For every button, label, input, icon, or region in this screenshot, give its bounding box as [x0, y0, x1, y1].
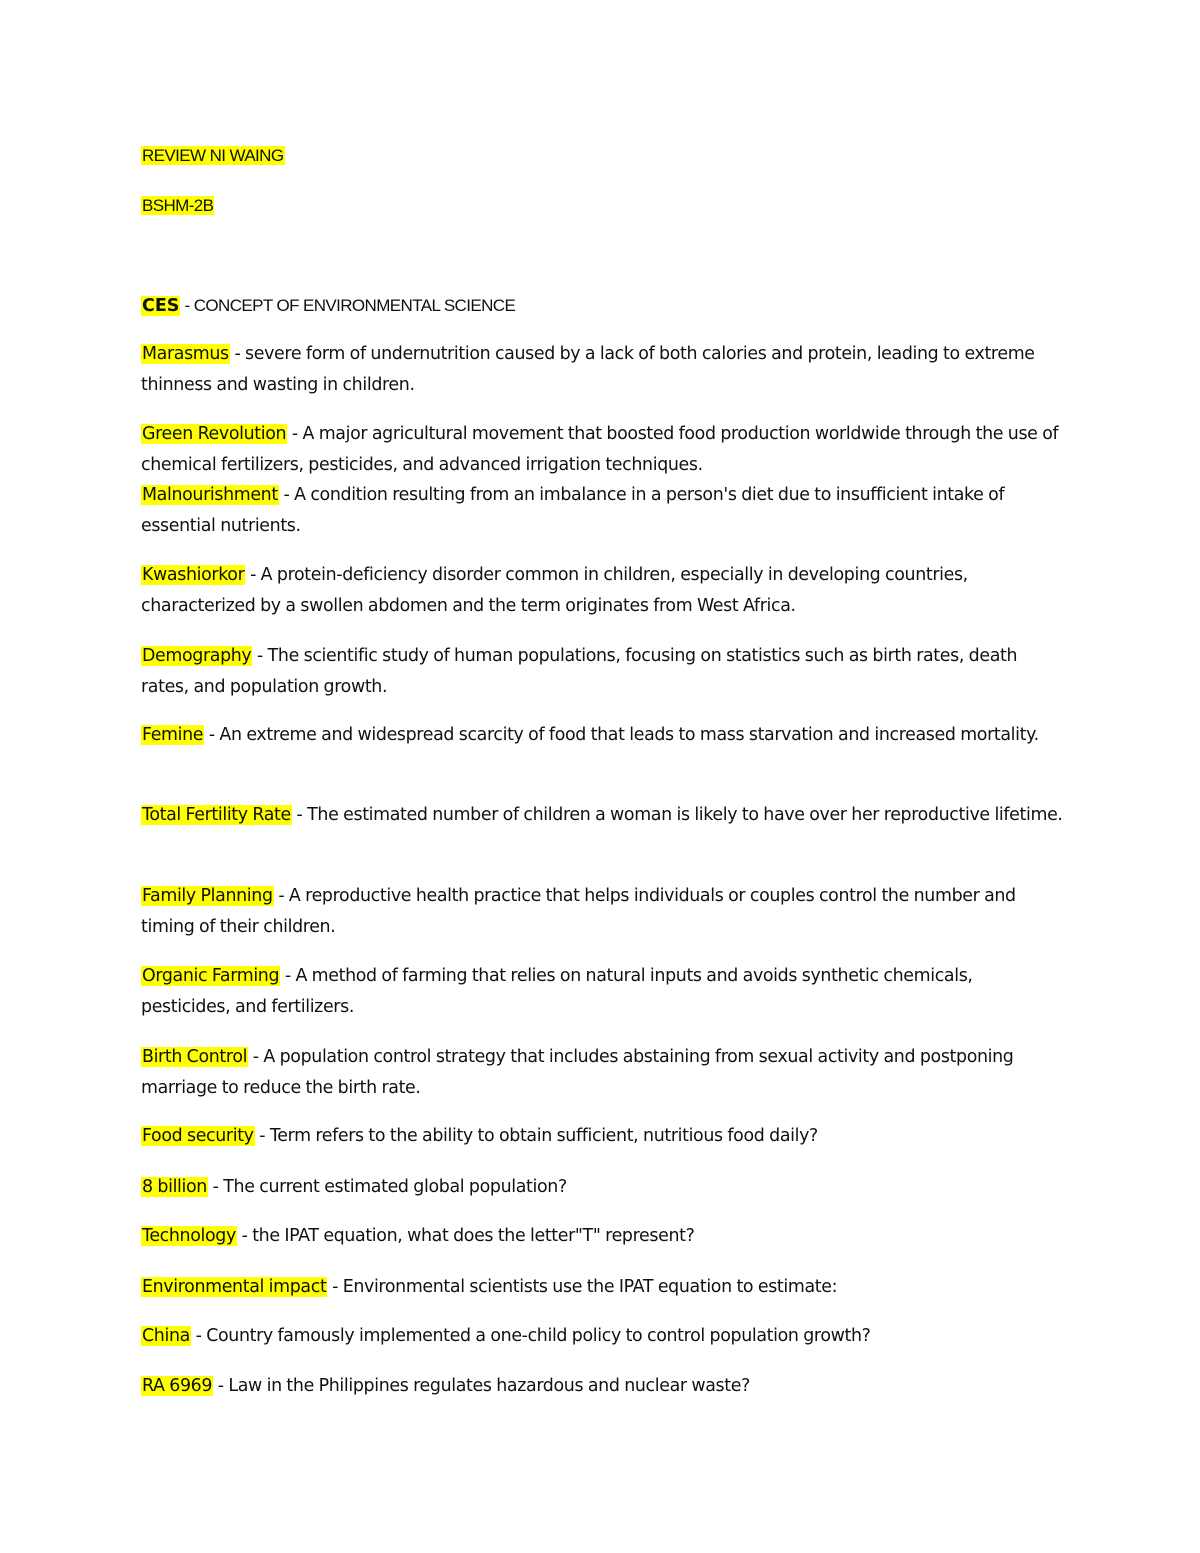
glossary-term: Femine	[142, 725, 204, 745]
glossary-definition: - Law in the Philippines regulates hazardous and nuclear waste?	[213, 1376, 750, 1396]
glossary-definition: - Environmental scientists use the IPAT equation to estimate:	[327, 1277, 838, 1297]
glossary-term: Birth Control	[142, 1047, 248, 1067]
glossary-definition: - A method of farming that relies on natural inputs and avoids synthetic chemicals, pesticides, and fertilizers.	[141, 966, 973, 1017]
glossary-entry	[141, 560, 1066, 622]
glossary-term: Food security	[142, 1126, 254, 1146]
glossary-definition: - A population control strategy that includes abstaining from sexual activity and postponing marriage to reduce the birth rate.	[141, 1047, 1014, 1098]
glossary-entry	[141, 339, 1066, 401]
glossary-term: Organic Farming	[142, 966, 280, 986]
glossary-entry	[141, 1042, 1066, 1104]
glossary-term: Environmental impact	[142, 1277, 327, 1297]
glossary-entry	[141, 881, 1066, 943]
glossary-term: Green Revolution	[142, 424, 287, 444]
glossary-definition: - Country famously implemented a one-child policy to control population growth?	[190, 1326, 871, 1346]
subject-separator: -	[180, 296, 194, 315]
glossary-entry	[141, 1221, 1066, 1252]
subject-name: CONCEPT OF ENVIRONMENTAL SCIENCE	[193, 296, 516, 315]
glossary-entry	[141, 720, 1066, 751]
glossary-definition: - A reproductive health practice that helps individuals or couples control the number and timing of their children.	[141, 886, 1016, 937]
glossary-entry	[141, 1172, 1066, 1203]
glossary-entry	[141, 1272, 1066, 1303]
glossary-definition: - the IPAT equation, what does the letter"T" represent?	[236, 1226, 695, 1246]
document-section	[141, 195, 214, 217]
glossary-term: Malnourishment	[142, 485, 278, 505]
glossary-definition: - A condition resulting from an imbalance in a person's diet due to insufficient intake of essential nutrients.	[141, 485, 1005, 536]
glossary-term: RA 6969	[142, 1376, 213, 1396]
glossary-entry	[141, 1121, 1066, 1152]
glossary-term: Family Planning	[142, 886, 273, 906]
glossary-term: 8 billion	[142, 1177, 207, 1197]
glossary-definition: - The scientific study of human populations, focusing on statistics such as birth rates, death rates, and population growth.	[141, 646, 1018, 697]
glossary-entry	[141, 641, 1066, 703]
glossary-definition: - severe form of undernutrition caused by a lack of both calories and protein, leading to extreme thinness and wasting in children.	[141, 344, 1035, 395]
glossary-definition: - The estimated number of children a woman is likely to have over her reproductive lifetime.	[291, 805, 1063, 825]
glossary-entry	[141, 480, 1066, 542]
glossary-definition: - A protein-deficiency disorder common in children, especially in developing countries, characterized by a swollen abdomen and the term originates from West Africa.	[141, 565, 968, 616]
document-title	[141, 145, 285, 167]
glossary-term: China	[142, 1326, 190, 1346]
glossary-definition: - An extreme and widespread scarcity of food that leads to mass starvation and increased mortality.	[204, 725, 1039, 745]
glossary-term: Technology	[142, 1226, 236, 1246]
subject-code: CES	[142, 296, 180, 316]
glossary-entry	[141, 1371, 1066, 1402]
glossary-entry	[141, 800, 1066, 831]
glossary-term: Marasmus	[142, 344, 229, 364]
glossary-term: Demography	[142, 646, 252, 666]
glossary-definition: - Term refers to the ability to obtain sufficient, nutritious food daily?	[254, 1126, 818, 1146]
document-title-text: REVIEW NI WAING	[142, 146, 284, 165]
document-section-text: BSHM-2B	[142, 196, 214, 215]
glossary-entry	[141, 961, 1066, 1023]
glossary-definition: - The current estimated global population?	[207, 1177, 567, 1197]
glossary-term: Kwashiorkor	[142, 565, 245, 585]
glossary-term: Total Fertility Rate	[142, 805, 291, 825]
glossary-entry	[141, 1321, 1066, 1352]
subject-heading	[141, 295, 515, 317]
glossary-definition: - A major agricultural movement that boosted food production worldwide through the use of chemical fertilizers, pesticides, and advanced irrigation techniques.	[141, 424, 1059, 475]
glossary-entry	[141, 419, 1066, 481]
